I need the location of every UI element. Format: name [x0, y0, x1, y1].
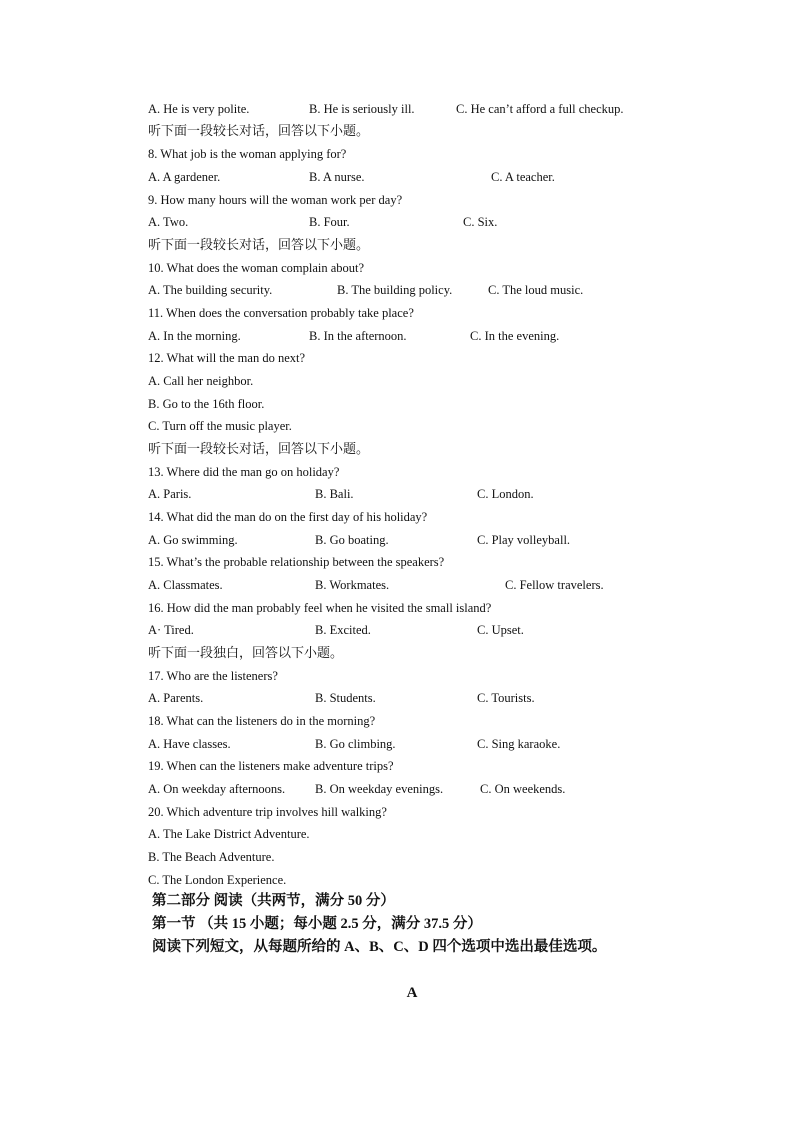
q19-option-b: B. On weekday evenings.	[315, 782, 444, 796]
q9-option-a: A. Two.	[148, 215, 189, 229]
q11-question: 11. When does the conversation probably take place?	[148, 306, 414, 320]
part2-instruction: 阅读下列短文，从每题所给的 A、B、C、D 四个选项中选出最佳选项。	[152, 939, 607, 955]
section-instruction-monologue: 听下面一段独白，回答以下小题。	[148, 645, 344, 660]
part2-section1-heading: 第一节 （共 15 小题；每小题 2.5 分，满分 37.5 分）	[152, 916, 482, 932]
q7-option-c: C. He can’t afford a full checkup.	[456, 102, 624, 116]
q16-option-b: B. Excited.	[315, 623, 371, 637]
section-instruction-long-dialogue: 听下面一段较长对话，回答以下小题。	[148, 441, 370, 456]
q17-option-c: C. Tourists.	[477, 691, 535, 705]
q15-question: 15. What’s the probable relationship between the speakers?	[148, 555, 445, 569]
q7-option-b: B. He is seriously ill.	[309, 102, 415, 116]
q15-option-c: C. Fellow travelers.	[505, 578, 604, 592]
q13-option-a: A. Paris.	[148, 487, 192, 501]
passage-label: A	[406, 985, 418, 1001]
section-instruction-long-dialogue: 听下面一段较长对话，回答以下小题。	[148, 237, 370, 252]
q9-option-b: B. Four.	[309, 215, 350, 229]
q12-option-a: A. Call her neighbor.	[148, 374, 254, 388]
q18-question: 18. What can the listeners do in the morning?	[148, 714, 376, 728]
q10-option-c: C. The loud music.	[488, 283, 584, 297]
q16-option-a: A· Tired.	[148, 623, 194, 637]
q14-option-b: B. Go boating.	[315, 533, 389, 547]
q15-option-a: A. Classmates.	[148, 578, 223, 592]
q12-option-c: C. Turn off the music player.	[148, 419, 292, 433]
q10-option-b: B. The building policy.	[337, 283, 453, 297]
q12-question: 12. What will the man do next?	[148, 351, 306, 365]
q16-option-c: C. Upset.	[477, 623, 524, 637]
q19-question: 19. When can the listeners make adventure trips?	[148, 759, 394, 773]
q9-option-c: C. Six.	[463, 215, 498, 229]
q19-option-a: A. On weekday afternoons.	[148, 782, 286, 796]
q13-question: 13. Where did the man go on holiday?	[148, 465, 340, 479]
q13-option-c: C. London.	[477, 487, 534, 501]
q18-option-a: A. Have classes.	[148, 737, 231, 751]
part2-heading: 第二部分 阅读（共两节，满分 50 分）	[152, 893, 395, 909]
q10-option-a: A. The building security.	[148, 283, 273, 297]
q8-option-c: C. A teacher.	[491, 170, 555, 184]
q12-option-b: B. Go to the 16th floor.	[148, 397, 265, 411]
q17-option-b: B. Students.	[315, 691, 376, 705]
q17-option-a: A. Parents.	[148, 691, 204, 705]
q20-option-b: B. The Beach Adventure.	[148, 850, 275, 864]
q10-question: 10. What does the woman complain about?	[148, 261, 365, 275]
q11-option-c: C. In the evening.	[470, 329, 560, 343]
q15-option-b: B. Workmates.	[315, 578, 390, 592]
q20-option-c: C. The London Experience.	[148, 873, 287, 887]
q7-option-a: A. He is very polite.	[148, 102, 250, 116]
q16-question: 16. How did the man probably feel when he visited the small island?	[148, 601, 492, 615]
q8-option-b: B. A nurse.	[309, 170, 365, 184]
q19-option-c: C. On weekends.	[480, 782, 566, 796]
q11-option-b: B. In the afternoon.	[309, 329, 407, 343]
q18-option-b: B. Go climbing.	[315, 737, 396, 751]
q8-option-a: A. A gardener.	[148, 170, 221, 184]
q14-question: 14. What did the man do on the first day of his holiday?	[148, 510, 428, 524]
q14-option-a: A. Go swimming.	[148, 533, 238, 547]
q8-question: 8. What job is the woman applying for?	[148, 147, 347, 161]
q17-question: 17. Who are the listeners?	[148, 669, 278, 683]
q20-question: 20. Which adventure trip involves hill walking?	[148, 805, 387, 819]
q18-option-c: C. Sing karaoke.	[477, 737, 561, 751]
q20-option-a: A. The Lake District Adventure.	[148, 827, 310, 841]
q11-option-a: A. In the morning.	[148, 329, 241, 343]
q13-option-b: B. Bali.	[315, 487, 354, 501]
q9-question: 9. How many hours will the woman work per day?	[148, 193, 403, 207]
section-instruction-long-dialogue: 听下面一段较长对话，回答以下小题。	[148, 123, 370, 138]
q14-option-c: C. Play volleyball.	[477, 533, 571, 547]
